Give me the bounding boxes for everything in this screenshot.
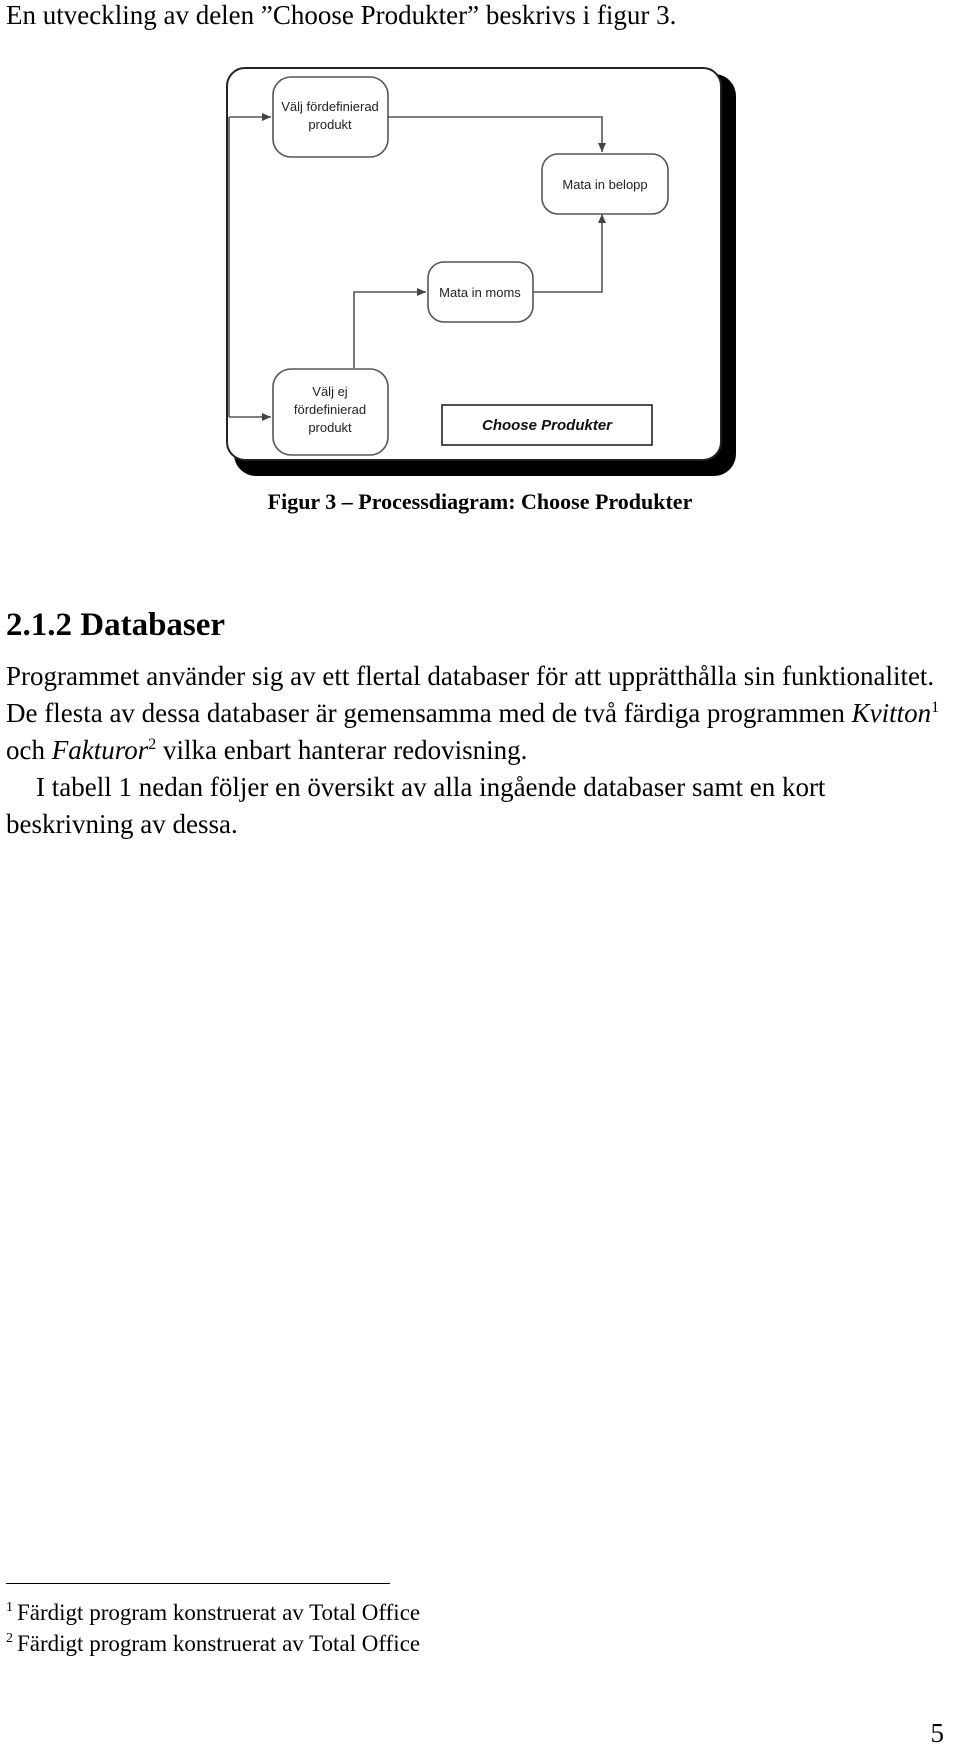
- paragraph1-part1: Programmet använder sig av ett flertal databaser för att upprätthålla sin funktionalitet. De flesta av dessa databaser är gemensamma med de två färdiga programmen: [6, 661, 935, 728]
- node-not-predefined-line3: produkt: [308, 420, 352, 435]
- node-amount-label: Mata in belopp: [562, 177, 648, 192]
- body-text: [6, 658, 956, 843]
- process-diagram: [222, 62, 742, 482]
- paragraph-table-overview: I tabell 1 nedan följer en översikt av alla ingående databaser samt en kort beskrivning av dessa.: [6, 772, 826, 839]
- node-choose-non-predefined-product: [273, 369, 388, 455]
- footnote-text: Färdigt program konstruerat av Total Office: [17, 1631, 421, 1656]
- intro-sentence: En utveckling av delen ”Choose Produkter” beskrivs i figur 3.: [6, 0, 677, 30]
- paragraph1-part3: vilka enbart hanterar redovisning.: [156, 735, 528, 765]
- footnotes: [6, 1597, 420, 1659]
- footnote-number: 2: [6, 1631, 13, 1647]
- node-choose-predefined-product: [273, 77, 388, 157]
- section-heading: 2.1.2 Databaser: [6, 607, 226, 643]
- node-vat-label: Mata in moms: [439, 285, 521, 300]
- node-predefined-line1: Välj fördefinierad: [281, 99, 379, 114]
- footnote-number: 1: [6, 1600, 13, 1616]
- footnote-ref-2[interactable]: 2: [148, 736, 157, 753]
- footnote-item: [6, 1597, 420, 1628]
- program-name-kvitton: Kvitton: [851, 698, 932, 728]
- node-not-predefined-line2: fördefinierad: [293, 402, 367, 417]
- footnote-text: Färdigt program konstruerat av Total Office: [17, 1600, 421, 1625]
- node-enter-vat: [428, 262, 533, 322]
- paragraph1-part2: och: [6, 735, 52, 765]
- node-predefined-line2: produkt: [308, 117, 352, 132]
- page-number: 5: [930, 1718, 944, 1748]
- paragraph-databases: [6, 658, 956, 769]
- node-enter-amount: [542, 154, 668, 214]
- figure-caption: Figur 3 – Processdiagram: Choose Produkter: [267, 489, 693, 514]
- footnote-item: [6, 1628, 420, 1659]
- node-not-predefined-line1: Välj ej: [312, 384, 348, 399]
- diagram-title-box: [442, 405, 652, 445]
- diagram-title-label: Choose Produkter: [481, 417, 613, 434]
- footnote-separator: [6, 1583, 390, 1584]
- footnote-ref-1[interactable]: 1: [931, 699, 940, 716]
- program-name-fakturor: Fakturor: [51, 735, 149, 765]
